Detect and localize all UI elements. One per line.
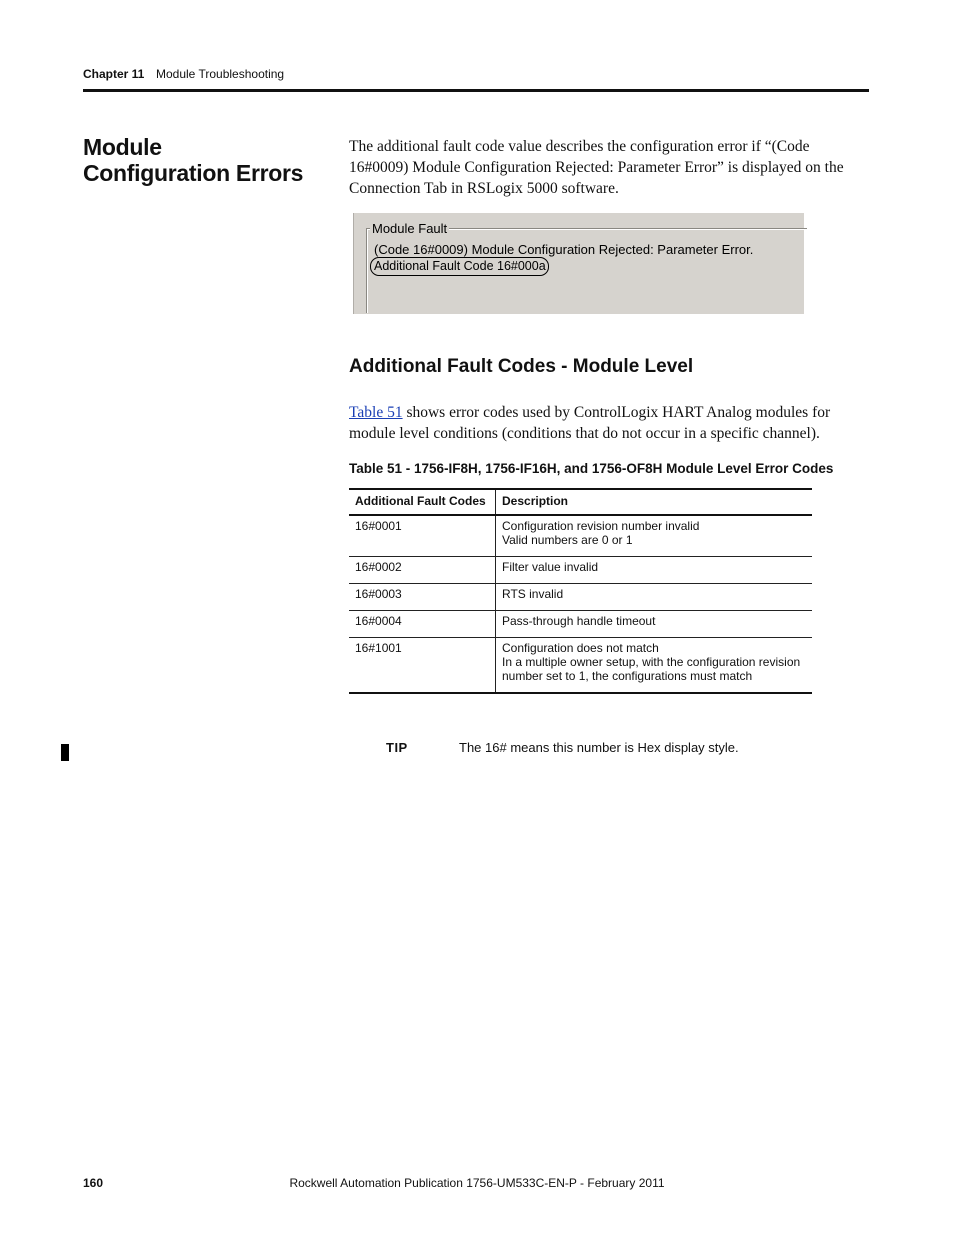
table-intro-paragraph xyxy=(349,402,854,444)
fault-code-cell: 16#0004 xyxy=(349,611,496,638)
chapter-title: Module Troubleshooting xyxy=(156,67,285,81)
column-header-description: Description xyxy=(496,489,813,515)
description-line: In a multiple owner setup, with the configuration revision number set to 1, the configurations must match xyxy=(502,655,801,683)
description-line: Valid numbers are 0 or 1 xyxy=(502,533,633,547)
group-box-label: Module Fault xyxy=(372,221,448,236)
table-51-link[interactable]: Table 51 xyxy=(349,404,403,421)
page-number: 160 xyxy=(83,1176,104,1190)
column-header-code: Additional Fault Codes xyxy=(349,489,496,515)
description-cell xyxy=(496,515,813,557)
description-line: Configuration revision number invalid xyxy=(502,519,700,533)
description-cell xyxy=(496,584,813,611)
table-caption: Table 51 - 1756-IF8H, 1756-IF16H, and 1756-OF8H Module Level Error Codes xyxy=(349,461,834,476)
fault-code-cell: 16#0003 xyxy=(349,584,496,611)
table-row xyxy=(349,611,812,638)
table-row xyxy=(349,584,812,611)
publication-info: Rockwell Automation Publication 1756-UM533C-EN-P - February 2011 xyxy=(289,1176,665,1190)
change-bar xyxy=(61,744,69,761)
fault-code-cell: 16#0001 xyxy=(349,515,496,557)
table-intro-text: shows error codes used by ControlLogix HART Analog modules for module level conditions (conditions that do not occur in a specific channel). xyxy=(349,404,831,442)
additional-fault-code: Additional Fault Code 16#000a xyxy=(370,257,549,276)
description-line: Configuration does not match xyxy=(502,641,659,655)
fault-code-cell: 16#0002 xyxy=(349,557,496,584)
description-line: Filter value invalid xyxy=(502,560,599,574)
section-heading: Module Configuration Errors xyxy=(83,134,304,186)
description-cell xyxy=(496,611,813,638)
description-line: Pass-through handle timeout xyxy=(502,614,656,628)
tip-text: The 16# means this number is Hex display style. xyxy=(459,740,739,755)
chapter-label: Chapter 11 xyxy=(83,67,145,81)
tip-label: TIP xyxy=(386,740,408,755)
fault-message: (Code 16#0009) Module Configuration Rejected: Parameter Error. xyxy=(374,242,754,257)
module-fault-screenshot xyxy=(353,213,804,314)
fault-code-cell: 16#1001 xyxy=(349,638,496,694)
subsection-heading: Additional Fault Codes - Module Level xyxy=(349,356,694,377)
table-header-row xyxy=(349,489,812,515)
intro-paragraph: The additional fault code value describes the configuration error if “(Code 16#0009) Module Configuration Rejected: Parameter Error” is displayed on the Connection Tab in RSLogix 5000 software. xyxy=(349,138,844,197)
table-row xyxy=(349,515,812,557)
header-rule xyxy=(83,89,869,92)
description-cell xyxy=(496,557,813,584)
error-codes-table xyxy=(349,488,812,694)
description-cell xyxy=(496,638,813,694)
table-row xyxy=(349,557,812,584)
table-row xyxy=(349,638,812,694)
description-line: RTS invalid xyxy=(502,587,564,601)
